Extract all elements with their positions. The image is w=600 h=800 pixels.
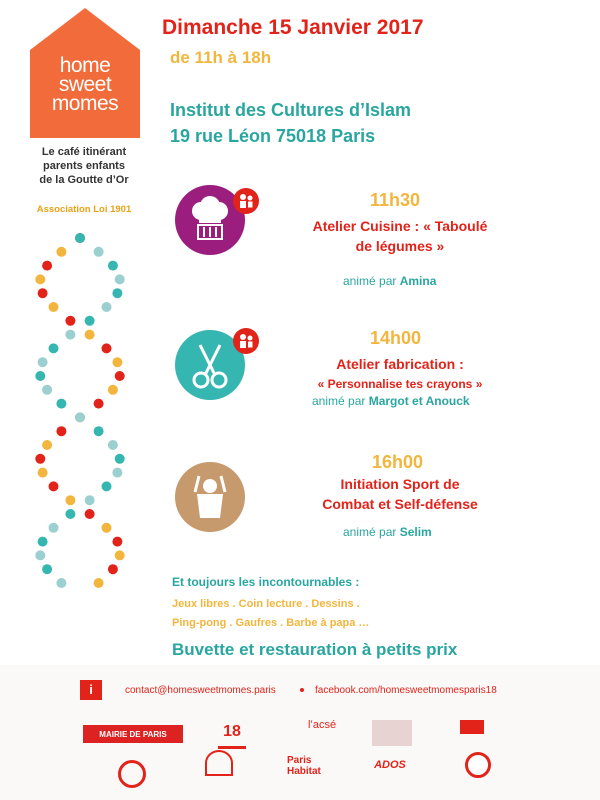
- association-label: Association Loi 1901: [36, 204, 132, 215]
- decorative-dot: [102, 302, 112, 312]
- decorative-dot: [65, 509, 75, 519]
- decorative-dot: [49, 481, 59, 491]
- tagline: Le café itinérant parents enfants de la Goutte d’Or: [39, 146, 129, 186]
- decorative-dot: [35, 371, 45, 381]
- decorative-dot: [108, 385, 118, 395]
- self-defense-icon: [175, 462, 245, 532]
- activity-title: Atelier Cuisine : « Taboulé de légumes »: [312, 218, 488, 254]
- decorative-dot: [35, 550, 45, 560]
- decorative-dot: [94, 247, 104, 257]
- decorative-dot: [35, 454, 45, 464]
- decorative-dot: [85, 495, 95, 505]
- decorative-dot: [42, 564, 52, 574]
- decorative-dot: [49, 302, 59, 312]
- decorative-dot: [56, 247, 66, 257]
- decorative-dot: [65, 330, 75, 340]
- extras-line: Ping-pong . Gaufres . Barbe à papa …: [172, 617, 370, 629]
- decorative-dot: [102, 343, 112, 353]
- activity-time: 11h30: [370, 190, 421, 210]
- decorative-dot: [56, 578, 66, 588]
- decorative-dot: [94, 578, 104, 588]
- activity-host: animé par Selim: [343, 525, 432, 539]
- logo-text: home sweet momes: [51, 54, 119, 115]
- activity-host: animé par Amina: [343, 274, 437, 288]
- decorative-dot: [115, 274, 125, 284]
- decorative-dot: [108, 261, 118, 271]
- sponsor-logo: ADOS: [374, 759, 406, 771]
- decorative-dot: [65, 495, 75, 505]
- extras-title: Et toujours les incontournables :: [172, 575, 360, 589]
- decorative-dot: [108, 440, 118, 450]
- decorative-dot: [38, 288, 48, 298]
- sponsor-logo: [205, 750, 233, 776]
- decorative-dot: [75, 412, 85, 422]
- decorative-dot: [56, 426, 66, 436]
- decorative-dot: [65, 316, 75, 326]
- decorative-dot: [38, 357, 48, 367]
- event-date: Dimanche 15 Janvier 2017: [162, 16, 424, 39]
- family-badge-icon: [233, 328, 259, 354]
- activity-time: 16h00: [372, 452, 424, 472]
- decorative-dot: [85, 509, 95, 519]
- decorative-dot: [102, 481, 112, 491]
- decorative-dot: [56, 399, 66, 409]
- activity-title: Initiation Sport de Combat et Self-défense: [322, 476, 478, 512]
- decorative-dots: [30, 232, 130, 592]
- activity-time: 14h00: [370, 328, 422, 348]
- decorative-dot: [35, 274, 45, 284]
- decorative-dot: [42, 385, 52, 395]
- contact-email[interactable]: contact@homesweetmomes.paris: [125, 685, 276, 696]
- decorative-dot: [94, 399, 104, 409]
- decorative-dot: [94, 426, 104, 436]
- sponsor-logo: [372, 720, 412, 746]
- decorative-dot: [49, 523, 59, 533]
- sponsor-logo: [460, 720, 484, 734]
- decorative-dot: [75, 233, 85, 243]
- decorative-dot: [108, 564, 118, 574]
- sponsor-logo: MAIRIE DE PARIS: [83, 725, 183, 743]
- sponsor-logo: Paris Habitat: [287, 755, 321, 777]
- sponsor-logo: 18: [218, 718, 246, 749]
- decorative-dot: [38, 468, 48, 478]
- activity-host: animé par Margot et Anouck: [312, 394, 470, 408]
- decorative-dot: [112, 288, 122, 298]
- decorative-dot: [85, 316, 95, 326]
- decorative-dot: [112, 357, 122, 367]
- activity-title: Atelier fabrication : « Personnalise tes crayons »: [317, 356, 483, 391]
- info-icon: i: [80, 680, 102, 700]
- decorative-dot: [85, 330, 95, 340]
- decorative-dot: [42, 440, 52, 450]
- sponsor-logo: l’acsé: [307, 719, 337, 731]
- decorative-dot: [115, 550, 125, 560]
- family-badge-icon: [233, 188, 259, 214]
- decorative-dot: [115, 454, 125, 464]
- home-sweet-momes-logo: [30, 8, 140, 138]
- bullet-icon: [300, 688, 304, 692]
- extras-line: Jeux libres . Coin lecture . Dessins .: [172, 598, 360, 610]
- decorative-dot: [115, 371, 125, 381]
- decorative-dot: [112, 468, 122, 478]
- sponsor-logo: [465, 752, 491, 778]
- venue-address: 19 rue Léon 75018 Paris: [170, 126, 376, 146]
- decorative-dot: [102, 523, 112, 533]
- decorative-dot: [38, 537, 48, 547]
- event-hours: de 11h à 18h: [170, 48, 272, 67]
- event-venue: [170, 97, 411, 149]
- buvette-text: Buvette et restauration à petits prix: [172, 640, 458, 659]
- decorative-dot: [112, 537, 122, 547]
- decorative-dot: [49, 343, 59, 353]
- sponsor-logo: [118, 760, 146, 788]
- facebook-link[interactable]: facebook.com/homesweetmomesparis18: [315, 685, 497, 696]
- decorative-dot: [42, 261, 52, 271]
- venue-name: Institut des Cultures d’Islam: [170, 100, 412, 120]
